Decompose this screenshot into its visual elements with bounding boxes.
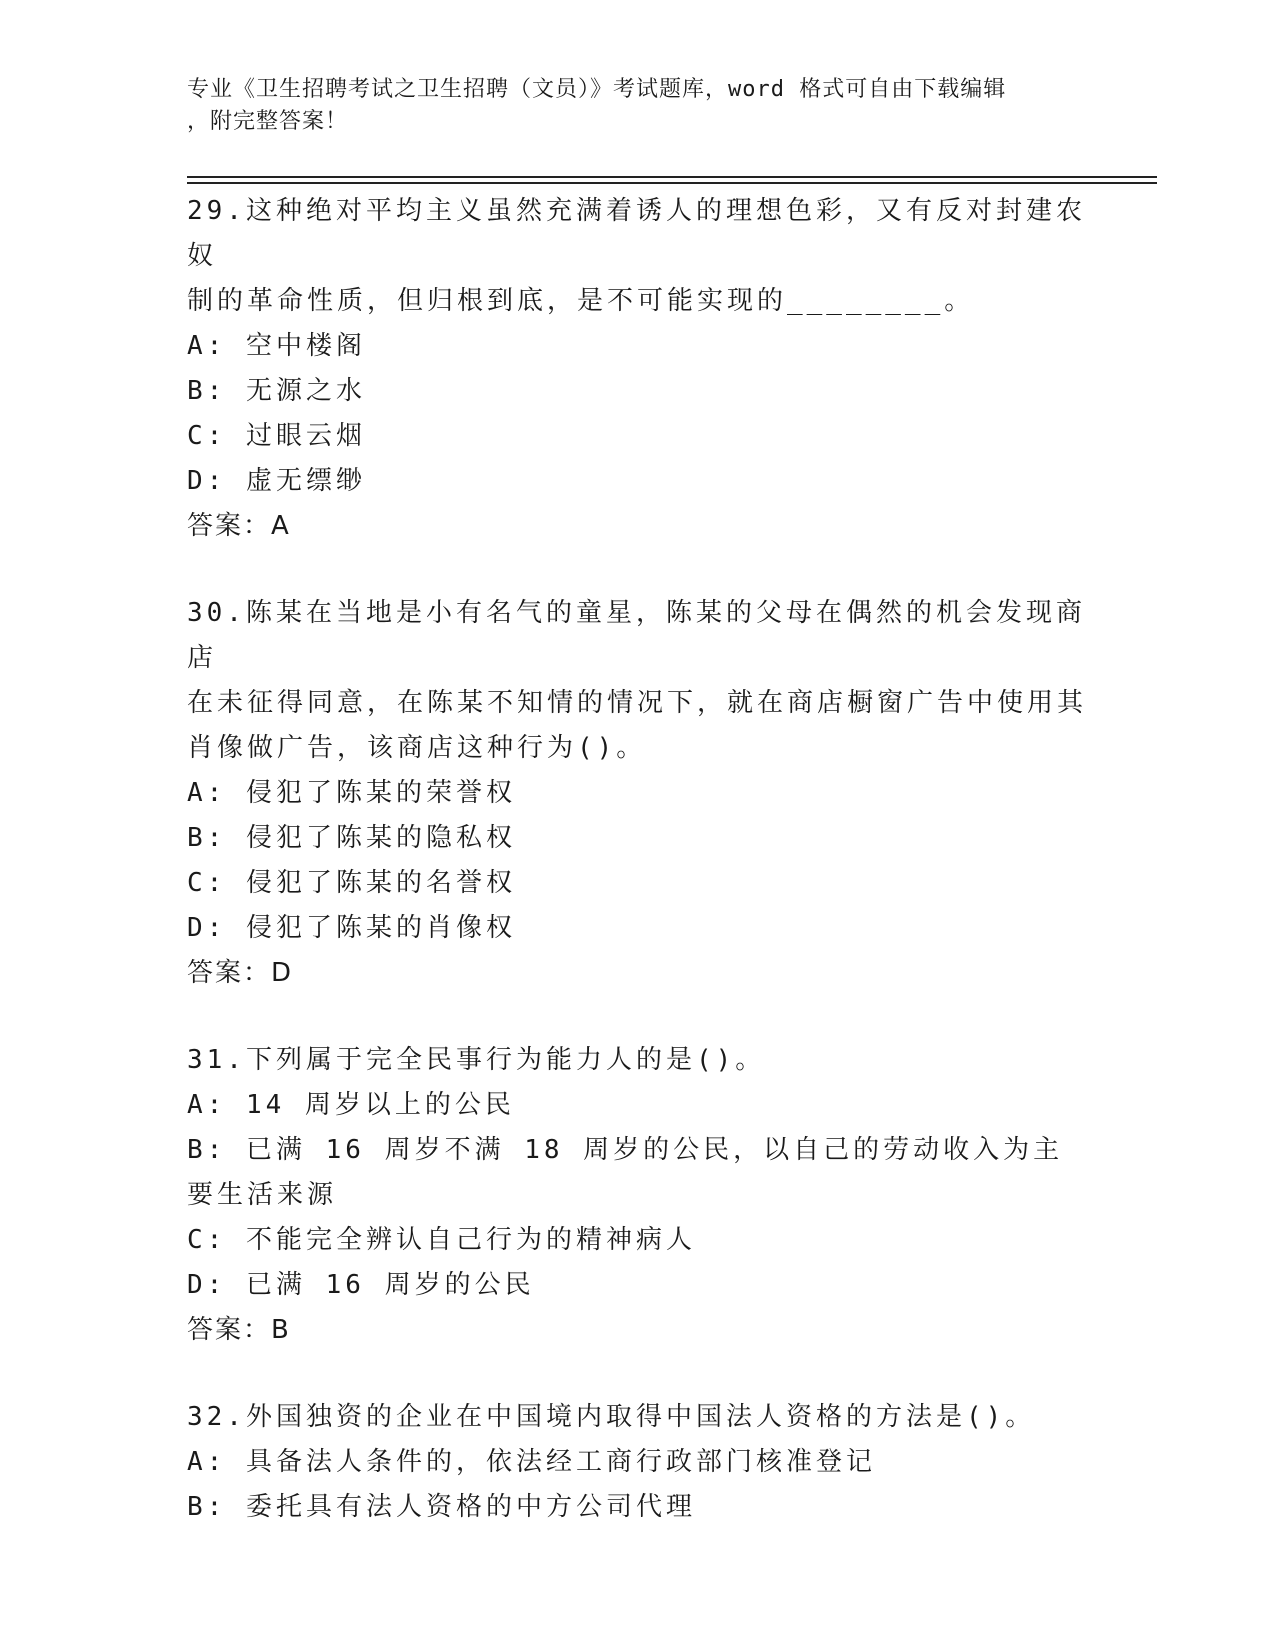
- option-a: A: 14 周岁以上的公民: [187, 1090, 515, 1120]
- option-d: D: 侵犯了陈某的肖像权: [187, 913, 516, 943]
- option-c: C: 侵犯了陈某的名誉权: [187, 868, 516, 898]
- question-29: [187, 189, 1087, 549]
- question-31: [187, 1038, 1087, 1353]
- question-stem-line: 31.下列属于完全民事行为能力人的是()。: [187, 1045, 766, 1075]
- option-b: B: 无源之水: [187, 376, 366, 406]
- option-c: C: 不能完全辨认自己行为的精神病人: [187, 1225, 696, 1255]
- option-d: D: 虚无缥缈: [187, 466, 366, 496]
- question-stem-line: 在未征得同意，在陈某不知情的情况下，就在商店橱窗广告中使用其: [187, 688, 1088, 718]
- option-a: A: 空中楼阁: [187, 331, 366, 361]
- question-stem-line: 30.陈某在当地是小有名气的童星，陈某的父母在偶然的机会发现商店: [187, 598, 1086, 673]
- option-c: C: 过眼云烟: [187, 421, 366, 451]
- answer-label: 答案：D: [187, 958, 294, 988]
- question-list: [187, 189, 1087, 1572]
- option-b: B: 已满 16 周岁不满 18 周岁的公民，以自己的劳动收入为主要生活来源: [187, 1135, 1064, 1210]
- header-line-1: 专业《卫生招聘考试之卫生招聘（文员）》考试题库，word 格式可自由下载编辑: [187, 77, 1007, 102]
- option-b: B: 委托具有法人资格的中方公司代理: [187, 1492, 696, 1522]
- option-a: A: 侵犯了陈某的荣誉权: [187, 778, 516, 808]
- question-stem-line: 肖像做广告，该商店这种行为()。: [187, 733, 647, 763]
- question-stem-line: 29.这种绝对平均主义虽然充满着诱人的理想色彩，又有反对封建农奴: [187, 196, 1086, 271]
- header-divider-top: [187, 176, 1157, 178]
- option-b: B: 侵犯了陈某的隐私权: [187, 823, 516, 853]
- answer-label: 答案：B: [187, 1315, 291, 1345]
- header-divider-bottom: [187, 182, 1157, 184]
- option-d: D: 已满 16 周岁的公民: [187, 1270, 535, 1300]
- header-line-2: ，附完整答案！: [187, 109, 349, 134]
- document-header: [187, 74, 1087, 138]
- question-stem-line: 32.外国独资的企业在中国境内取得中国法人资格的方法是()。: [187, 1402, 1036, 1432]
- answer-label: 答案：A: [187, 511, 291, 541]
- question-30: [187, 591, 1087, 996]
- question-32: [187, 1395, 1087, 1530]
- question-stem-line: 制的革命性质，但归根到底，是不可能实现的________。: [187, 286, 975, 316]
- option-a: A: 具备法人条件的，依法经工商行政部门核准登记: [187, 1447, 876, 1477]
